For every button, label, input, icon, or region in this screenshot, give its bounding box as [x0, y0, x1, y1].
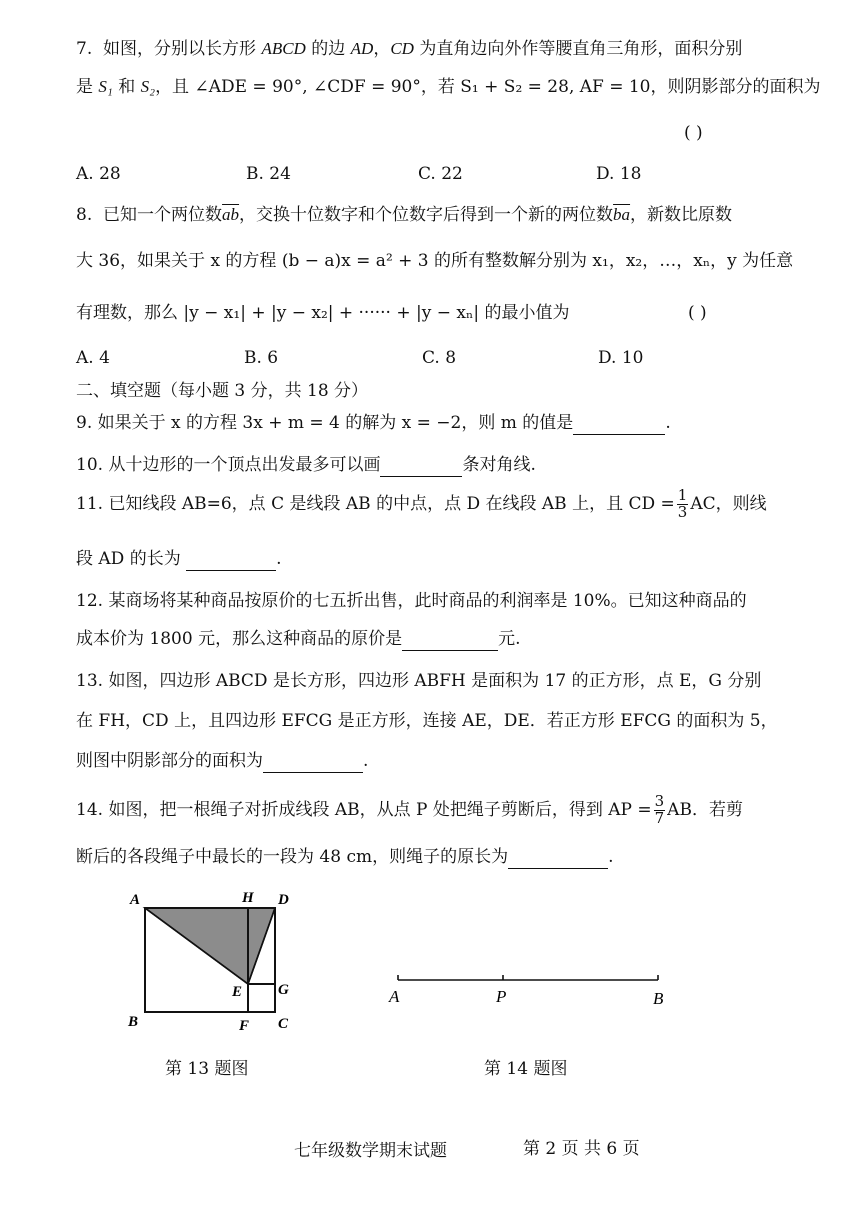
- label-b: B: [653, 989, 664, 1008]
- q7-option-c: C. 22: [418, 164, 463, 184]
- figure-14-caption: 第 14 题图: [484, 1059, 568, 1079]
- q13-line3: 则图中阴影部分的面积为 .: [76, 750, 368, 773]
- q14-line1: 14. 如图，把一根绳子对折成线段 AB，从点 P 处把绳子剪断后，得到 AP = $\frac{3}{7}$ AB．若剪: [76, 792, 743, 827]
- label-a: A: [130, 892, 141, 908]
- q12-answer-blank[interactable]: [402, 628, 498, 651]
- footer-page-number: 第 2 页 共 6 页: [523, 1139, 640, 1159]
- q8-option-c: C. 8: [422, 348, 457, 368]
- label-d: D: [278, 892, 289, 908]
- q8-answer-paren: ( ): [688, 303, 707, 323]
- q13-answer-blank[interactable]: [263, 750, 363, 773]
- q12-line2: 成本价为 1800 元，那么这种商品的原价是 元.: [76, 628, 520, 651]
- q11-line2: 段 AD 的长为 .: [76, 548, 282, 571]
- q7-option-d: D. 18: [596, 164, 642, 184]
- label-g: G: [278, 982, 289, 998]
- q10-answer-blank[interactable]: [380, 454, 462, 477]
- footer-title: 七年级数学期末试题: [294, 1141, 447, 1161]
- label-f: F: [239, 1018, 250, 1034]
- q8-line1: 8. 已知一个两位数$\overline{ab}$，交换十位数字和个位数字后得到一个新的两位数$\overline{ba}$，新数比原数: [76, 205, 733, 225]
- q13-line1: 13. 如图，四边形 ABCD 是长方形，四边形 ABFH 是面积为 17 的正方形，点 E，G 分别: [76, 671, 762, 691]
- label-e: E: [232, 984, 243, 1000]
- q11-line1: 11. 已知线段 AB=6，点 C 是线段 AB 的中点，点 D 在线段 AB 上，且 CD = $\frac{1}{3}$ AC，则线: [76, 486, 767, 521]
- q14-answer-blank[interactable]: [508, 846, 608, 869]
- q9-text: 9. 如果关于 x 的方程 3x + m = 4 的解为 x = −2，则 m 的值是 .: [76, 412, 671, 435]
- q8-line2: 大 36，如果关于 x 的方程 (b − a)x = a² + 3 的所有整数解分别为 x₁，x₂，…，xₙ，y 为任意: [76, 251, 794, 271]
- q14-fraction: $\frac{3}{7}$: [654, 792, 665, 827]
- figure-14: [385, 966, 675, 1016]
- q8-option-d: D. 10: [598, 348, 644, 368]
- label-c: C: [278, 1016, 289, 1032]
- q8-option-b: B. 6: [244, 348, 279, 368]
- q9-answer-blank[interactable]: [573, 412, 665, 435]
- label-h: H: [242, 890, 254, 906]
- q14-line2: 断后的各段绳子中最长的一段为 48 cm，则绳子的原长为 .: [76, 846, 614, 869]
- q13-line2: 在 FH，CD 上，且四边形 EFCG 是正方形，连接 AE，DE．若正方形 EFCG 的面积为 5，: [76, 711, 778, 731]
- section-fill-in-heading: 二、填空题（每小题 3 分，共 18 分）: [76, 381, 369, 401]
- q11-fraction: $\frac{1}{3}$: [677, 486, 688, 521]
- figure-13-caption: 第 13 题图: [165, 1059, 249, 1079]
- q7-option-a: A. 28: [76, 164, 121, 184]
- q12-line1: 12. 某商场将某种商品按原价的七五折出售，此时商品的利润率是 10%。已知这种商品的: [76, 591, 747, 611]
- label-a: A: [389, 987, 400, 1006]
- q8-line3: 有理数，那么 |y − x₁| + |y − x₂| + ······ + |y − xₙ| 的最小值为: [76, 303, 570, 323]
- q7-answer-paren: ( ): [684, 123, 703, 143]
- q7-line1: 7. 如图，分别以长方形 ABCD 的边 AD，CD 为直角边向外作等腰直角三角形，面积分别: [76, 39, 743, 59]
- figure-13: [120, 886, 310, 1036]
- q7-option-b: B. 24: [246, 164, 291, 184]
- q10-text: 10. 从十边形的一个顶点出发最多可以画 条对角线.: [76, 454, 536, 477]
- q11-answer-blank[interactable]: [186, 548, 276, 571]
- q7-line2: 是 S₁ 和 S₂，且 ∠ADE = 90°, ∠CDF = 90°，若 S₁ + S₂ = 28, AF = 10，则阴影部分的面积为: [76, 77, 821, 97]
- label-p: P: [496, 987, 507, 1006]
- q8-option-a: A. 4: [76, 348, 110, 368]
- label-b: B: [128, 1014, 139, 1030]
